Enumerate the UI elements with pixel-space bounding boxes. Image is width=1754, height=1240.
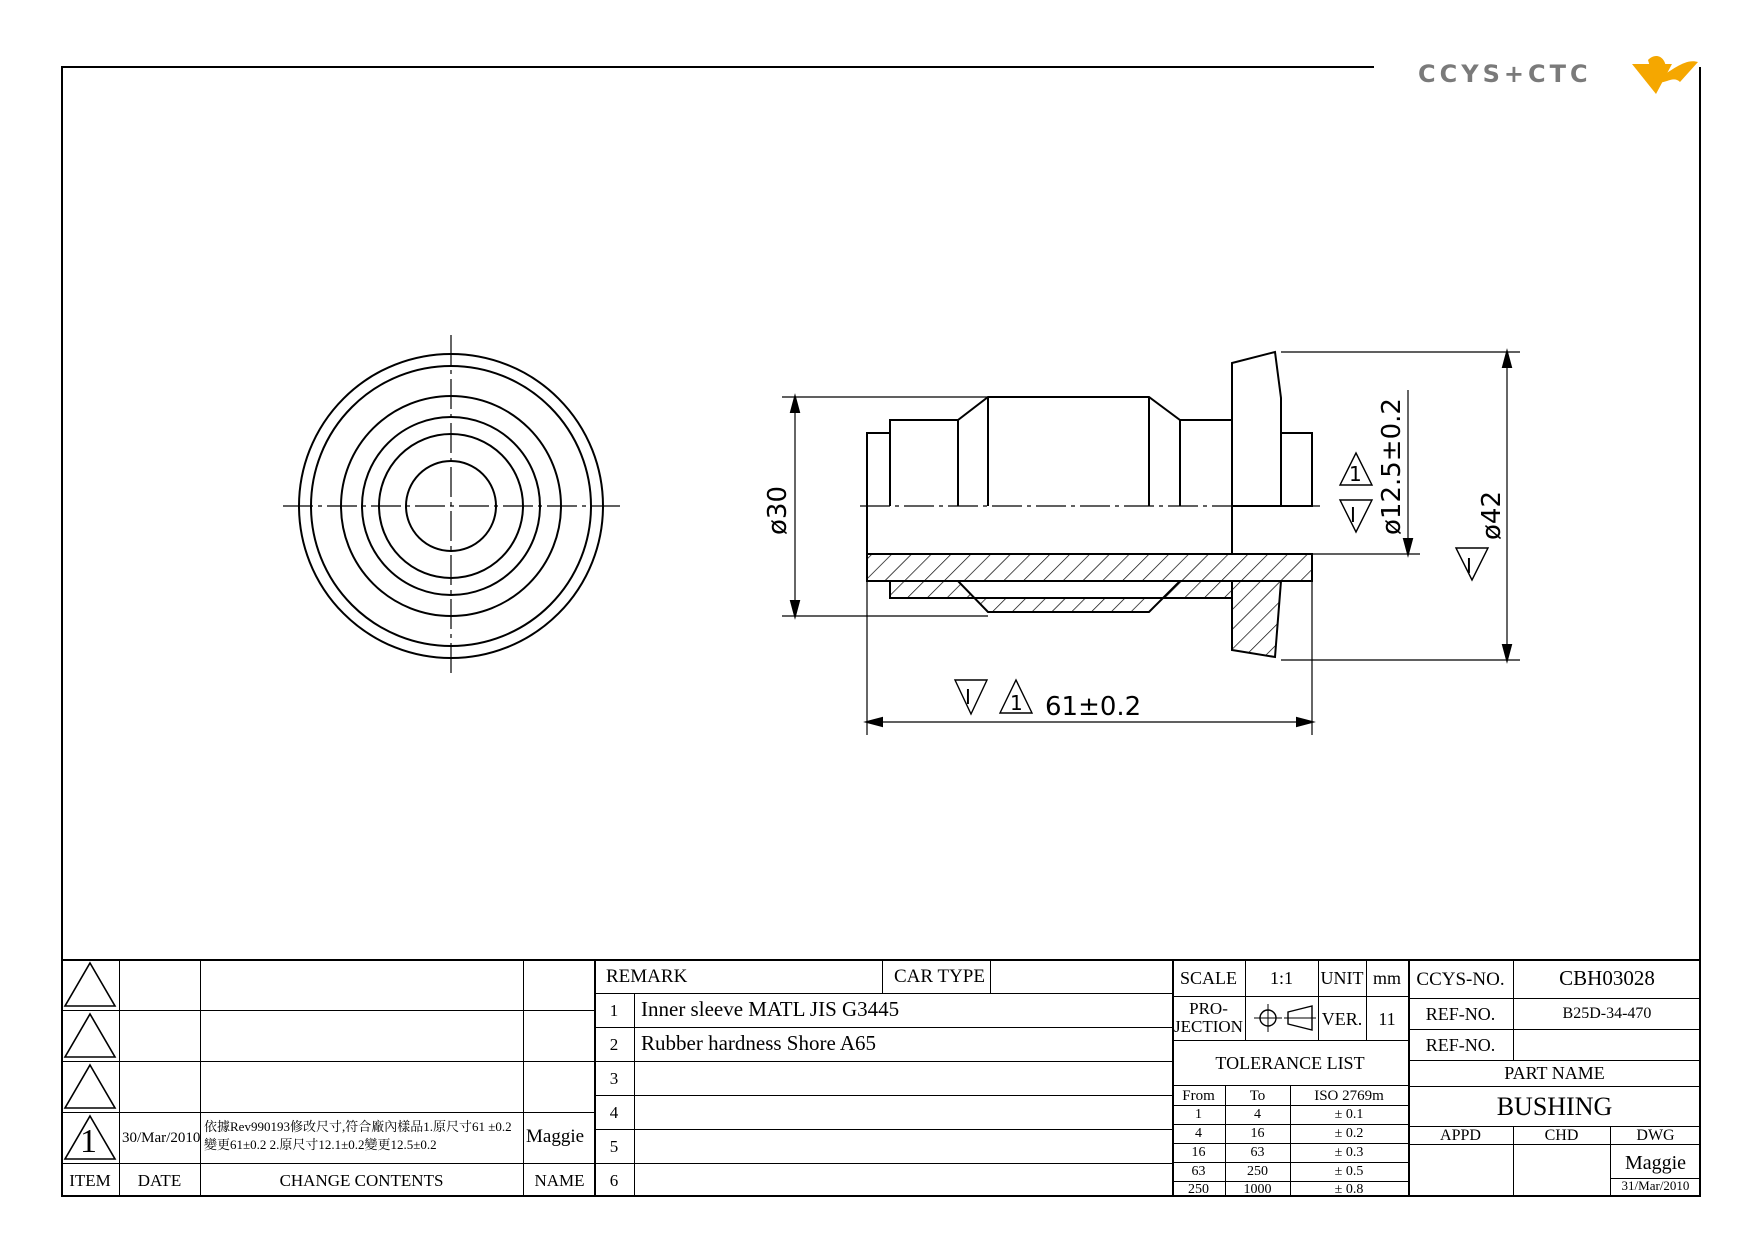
remark-no-6: 6 [609,1171,619,1190]
tol-row2-value: ± 0.2 [1334,1126,1364,1141]
tol-row3-to: 63 [1250,1145,1265,1160]
part-name-value: BUSHING [1496,1092,1613,1121]
car-type-label: CAR TYPE [894,966,985,987]
tol-row2-to: 16 [1250,1126,1265,1141]
ccys-no-label: CCYS-NO. [1416,969,1505,990]
tol-row1-to: 4 [1254,1107,1261,1122]
inspect-mark-text-1: I [1350,503,1356,527]
dim-text-len61: 61±0.2 [1045,692,1142,722]
remark-no-1: 1 [609,1001,619,1020]
section-flange-lower-hatch [1232,581,1281,657]
revision-contents-1b: 變更61±0.2 2.原尺寸12.1±0.2變更12.5±0.2 [204,1137,437,1152]
tol-row5-from: 250 [1188,1182,1209,1197]
unit-label: UNIT [1320,968,1364,988]
section-outline-upper [867,397,1232,554]
remark-no-5: 5 [609,1137,619,1156]
tol-row1-value: ± 0.1 [1334,1107,1364,1122]
scale-value: 1:1 [1269,968,1293,988]
rev-mark-text-2: 1 [1010,691,1023,715]
ref-no-label-1: REF-NO. [1425,1004,1496,1024]
appd-label: APPD [1440,1127,1481,1144]
section-view [782,352,1520,735]
ver-label: VER. [1321,1009,1363,1029]
remark-no-3: 3 [609,1069,619,1088]
header-change-contents: CHANGE CONTENTS [279,1171,444,1190]
end-view [283,335,620,674]
revision-triangle-row2 [65,1014,115,1057]
revision-table [61,959,596,1197]
tol-row4-from: 63 [1191,1164,1206,1179]
dwg-date: 31/Mar/2010 [1621,1178,1690,1193]
revision-date-1: 30/Mar/2010 [122,1130,201,1146]
ccys-no-value: CBH03028 [1559,966,1655,990]
ref-no-value-1: B25D-34-470 [1562,1005,1652,1022]
tolerance-list-title: TOLERANCE LIST [1215,1053,1365,1073]
dim-text-dia12: ø12.5±0.2 [1377,398,1407,535]
inspect-mark-text-2: I [1466,554,1472,578]
projection-symbol-icon [1250,1000,1316,1036]
revision-name-1: Maggie [526,1126,585,1147]
tol-row1-from: 1 [1195,1107,1202,1122]
rev-mark-text-1: 1 [1349,462,1362,486]
section-rubber-hatch [890,581,1232,612]
remark-text-2: Rubber hardness Shore A65 [641,1031,877,1055]
header-item: ITEM [69,1171,111,1190]
header-name: NAME [534,1171,585,1190]
tol-row3-value: ± 0.3 [1334,1145,1364,1160]
chd-label: CHD [1544,1127,1579,1144]
projection-label-1: PRO- [1189,999,1228,1018]
tol-row5-to: 1000 [1243,1182,1272,1197]
remark-no-2: 2 [609,1035,619,1054]
revision-item-1: 1 [80,1123,97,1160]
logo-text: CCYS+CTC [1418,60,1592,88]
projection-label-2: JECTION [1174,1017,1243,1036]
inspect-mark-text-3: I [965,685,971,709]
remark-label: REMARK [606,966,688,987]
ver-value: 11 [1378,1009,1396,1029]
tol-row2-from: 4 [1195,1126,1202,1141]
tol-row5-value: ± 0.8 [1334,1182,1364,1197]
tol-row4-value: ± 0.5 [1334,1164,1364,1179]
tol-header-from: From [1182,1088,1215,1104]
dwg-label: DWG [1636,1127,1675,1144]
revision-contents-1a: 依據Rev990193修改尺寸,符合廠內樣品1.原尺寸61 ±0.2 [204,1119,512,1134]
tol-header-iso: ISO 2769m [1314,1088,1384,1104]
dim-text-dia42: ø42 [1477,491,1507,540]
revision-triangle-row3 [65,1065,115,1108]
dim-text-dia30: ø30 [763,486,793,535]
inspection-triangle-2 [1456,548,1488,580]
revision-triangle-row1 [65,963,115,1006]
remark-text-1: Inner sleeve MATL JIS G3445 [641,997,900,1021]
ref-no-label-2: REF-NO. [1425,1035,1496,1055]
scale-label: SCALE [1179,968,1237,988]
tol-header-to: To [1249,1088,1266,1104]
header-date: DATE [137,1171,182,1190]
dwg-name: Maggie [1624,1152,1687,1174]
section-flange-upper [1232,352,1281,506]
part-name-label: PART NAME [1504,1063,1605,1083]
section-inner-sleeve-hatch [867,554,1312,581]
tol-row3-from: 16 [1191,1145,1206,1160]
inspection-triangle-1 [1340,500,1372,532]
inspection-triangle-3 [955,680,987,714]
remark-no-4: 4 [609,1103,619,1122]
unit-value: mm [1372,968,1401,988]
tol-row4-to: 250 [1247,1164,1268,1179]
remarks-table [594,959,1174,1197]
